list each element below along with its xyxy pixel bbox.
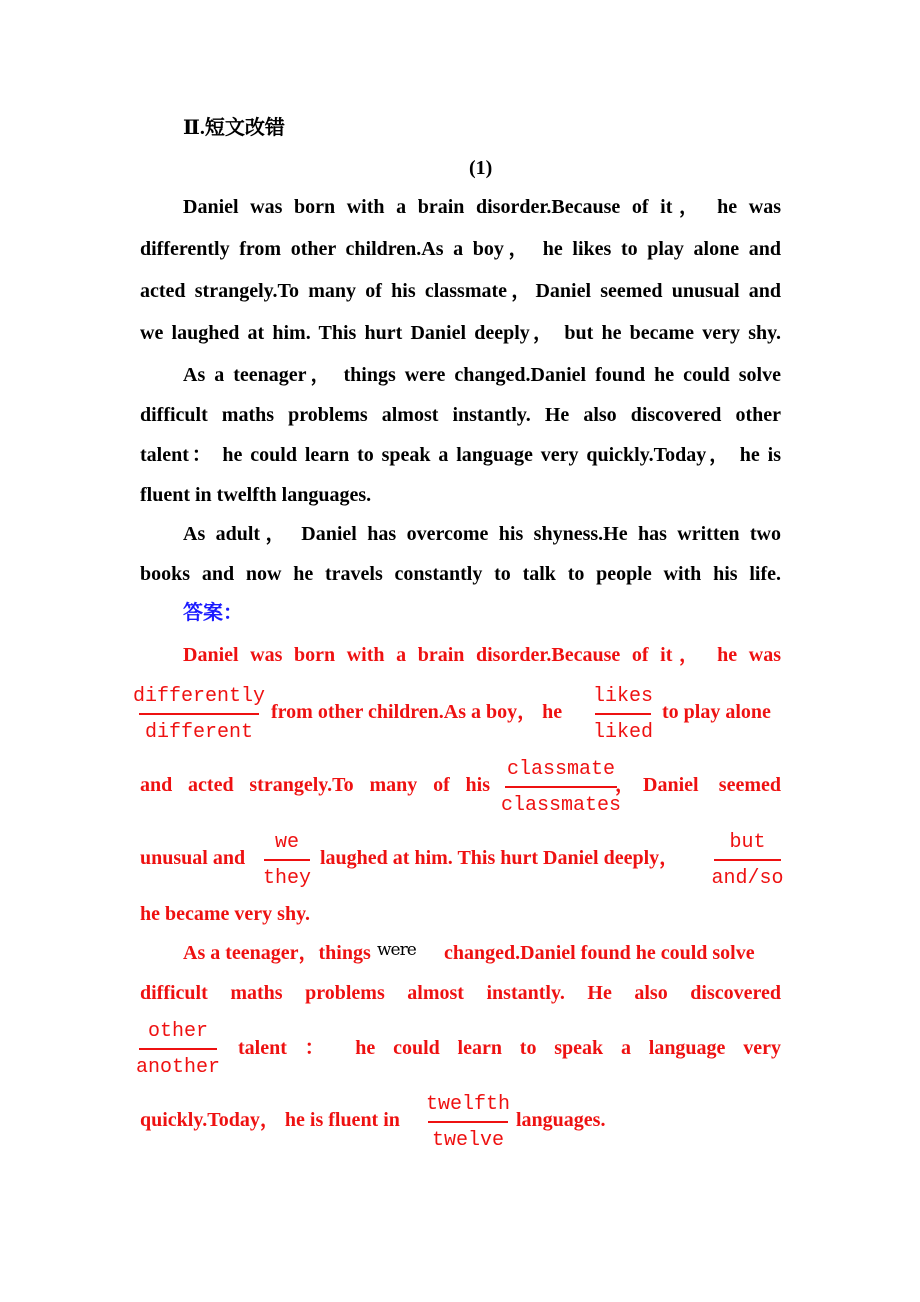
fraction-bar <box>139 1048 217 1050</box>
answer-text: changed.Daniel found he could solve <box>444 942 755 964</box>
answer-text: ， <box>615 774 635 796</box>
wrong-word: likes <box>593 685 654 708</box>
corrected-word: different <box>144 721 254 744</box>
answer-line: Daniel was born with a brain disorder.Because of it， he was <box>183 644 781 666</box>
answer-text: from other children.As a boy， he <box>271 701 563 723</box>
answer-label: 答案： <box>183 602 243 624</box>
correction-differently <box>132 684 266 746</box>
fraction-bar <box>264 859 310 861</box>
passage-line: talent： he could learn to speak a language very quickly.Today， he is <box>140 444 781 466</box>
fraction-bar <box>595 713 651 715</box>
corrected-word: liked <box>593 721 654 744</box>
wrong-word: we <box>274 831 299 854</box>
passage-line: we laughed at him. This hurt Daniel deeply， but he became very shy. <box>140 322 781 344</box>
fraction-bar <box>139 713 259 715</box>
passage-number: (1) <box>469 157 493 179</box>
section-heading: Ⅱ.短文改错 <box>183 117 285 139</box>
passage-line: acted strangely.To many of his classmate，Daniel seemed unusual and <box>140 280 781 302</box>
wrong-word: other <box>147 1020 208 1043</box>
correction-we <box>264 830 310 892</box>
answer-text: laughed at him. This hurt Daniel deeply， <box>320 847 680 869</box>
answer-text: to play alone <box>662 701 771 723</box>
wrong-word: differently <box>132 685 266 708</box>
correction-other <box>136 1019 221 1081</box>
correction-twelfth <box>426 1092 511 1154</box>
answer-text: quickly.Today， he is fluent in <box>140 1109 400 1131</box>
answer-text: unusual and <box>140 847 246 869</box>
corrected-word: another <box>136 1056 221 1079</box>
corrected-word: twelve <box>431 1129 504 1152</box>
passage-line: As a teenager， things were changed.Daniel found he could solve <box>183 364 781 386</box>
answer-text: he became very shy. <box>140 903 310 925</box>
answer-line: difficult maths problems almost instantly. He also discovered <box>140 982 781 1004</box>
corrected-word: they <box>263 867 312 890</box>
passage-line: fluent in twelfth languages. <box>140 484 372 506</box>
wrong-word: twelfth <box>426 1093 511 1116</box>
correction-likes <box>593 684 654 746</box>
answer-text: and acted strangely.To many of his <box>140 774 490 796</box>
fraction-bar <box>505 786 617 788</box>
wrong-word: but <box>729 831 766 854</box>
passage-line: books and now he travels constantly to talk to people with his life. <box>140 563 781 585</box>
answer-text: languages. <box>516 1109 606 1131</box>
passage-line: Daniel was born with a brain disorder.Because of it， he was <box>183 196 781 218</box>
fraction-bar <box>714 859 781 861</box>
passage-line: difficult maths problems almost instantly. He also discovered other <box>140 404 781 426</box>
fraction-bar <box>428 1121 508 1123</box>
deleted-word: were <box>377 940 416 960</box>
wrong-word: classmate <box>506 758 616 781</box>
corrected-word: and/so <box>711 867 784 890</box>
answer-text: As a teenager，things <box>183 942 371 964</box>
correction-classmate <box>500 757 622 819</box>
passage-line: differently from other children.As a boy， he likes to play alone and <box>140 238 781 260</box>
correction-but <box>711 830 784 892</box>
corrected-word: classmates <box>500 794 622 817</box>
answer-text: talent ： he could learn to speak a language very <box>238 1037 781 1059</box>
deleted-word-were <box>377 938 416 962</box>
passage-line: As adult， Daniel has overcome his shyness.He has written two <box>183 523 781 545</box>
answer-text: Daniel seemed <box>643 774 781 796</box>
